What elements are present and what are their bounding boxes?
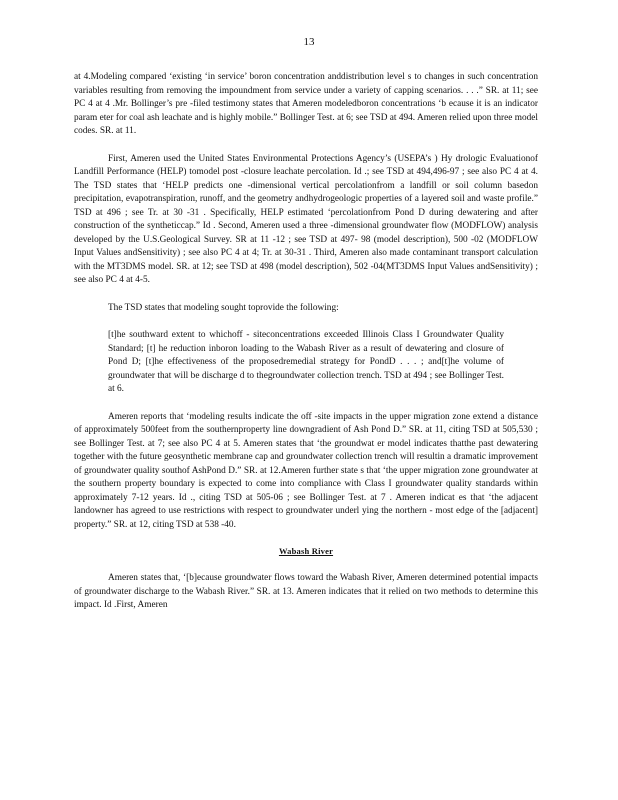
page-number: 13 bbox=[303, 36, 315, 48]
paragraph-modeling-intro: at 4.Modeling compared ‘existing ‘in service’ boron concentration anddistribution level s to changes in such concentration variables resulting from removing the impoundment from service under a variety of capping scenarios. . . .” SR. at 11; see PC 4 at 4 .Mr. Bollinger’s pre -filed testimony states that Ameren modeledboron concentrations ‘b ecause it is an indicator param eter for coal ash leachate and is highly mobile.” Bollinger Test. at 6; see TSD at 494. Ameren relied upon three model codes. SR. at 11. bbox=[74, 72, 538, 136]
paragraph-modeling-results: Ameren reports that ‘modeling results indicate the off -site impacts in the upper migration zone extend a distance of approximately 500feet from the southernproperty line downgradient of Ash Pond D.” SR. at 11, citing TSD at 505,530 ; see Bollinger Test. at 7; see also PC 4 at 5. Ameren states that ‘the groundwat er model indicates thatthe past dewatering together with the future geosynthetic membrane cap and groundwater collection trench will resultin a dramatic improvement of groundwater quality southof AshPond D.” SR. at 12.Ameren further state s that ‘the upper migration zone groundwater at the southern property boundary is expected to come into compliance with Class I groundwater quality standards within approximately 7-12 years. Id ., citing TSD at 505-06 ; see Bollinger Test. at 7 . Ameren indicat es that ‘the adjacent landowner has agreed to use restrictions with respect to groundwater underl ying the northern - most edge of the [adjacent] property.” SR. at 12, citing TSD at 538 -40. bbox=[74, 411, 538, 530]
block-quote-tsd: [t]he southward extent to whichoff - siteconcentrations exceeded Illinois Class I Groundwater Quality Standard; [t] he reduction inboron loading to the Wabash River as a result of dewatering and closure of Pond D; [t]he effectiveness of the proposedremedial strategy for PondD . . . ; and[t]he volume of groundwater that will be discharge d to thegroundwater collection trench. TSD at 494 ; see Bollinger Test. at 6. bbox=[108, 330, 504, 394]
paragraph-tsd-goals-intro: The TSD states that modeling sought toprovide the following: bbox=[108, 302, 339, 313]
document-body bbox=[74, 71, 538, 627]
paragraph-wabash-impacts: Ameren states that, ‘[b]ecause groundwater flows toward the Wabash River, Ameren determined potential impacts of groundwater discharge to the Wabash River.” SR. at 13. Ameren indicates that it relied on two methods to determine this impact. Id .First, Ameren bbox=[74, 573, 538, 610]
section-heading-wabash-river: Wabash River bbox=[278, 546, 334, 556]
paragraph-model-codes: First, Ameren used the United States Environmental Protections Agency’s (USEPA’s ) Hy drologic Evaluationof Landfill Performance (HELP) tomodel post -closure leachate percolation. Id .; see TSD at 494,496-97 ; see also PC 4 at 4. The TSD states that ‘HELP predicts one -dimensional vertical percolationfrom a landfill or soil column basedon precipitation, evapotranspiration, runoff, and the geometry andhydrogeologic properties of a layered soil and waste profile.” TSD at 496 ; see Tr. at 30 -31 . Specifically, HELP estimated ‘percolationfrom Pond D during dewatering and after construction of the syntheticcap.” Id . Second, Ameren used a three -dimensional groundwater flow (MODFLOW) analysis developed by the U.S.Geological Survey. SR at 11 -12 ; see TSD at 497- 98 (model description), 500 -02 (MODFLOW Input Values andSensitivity) ; see also PC 4 at 4; Tr. at 30-31 . Third, Ameren also made contaminant transport calculation with the MT3DMS model. SR. at 12; see TSD at 498 (model description), 502 -04(MT3DMS Input Values andSensitivity) ; see also PC 4 at 4-5. bbox=[74, 153, 538, 285]
